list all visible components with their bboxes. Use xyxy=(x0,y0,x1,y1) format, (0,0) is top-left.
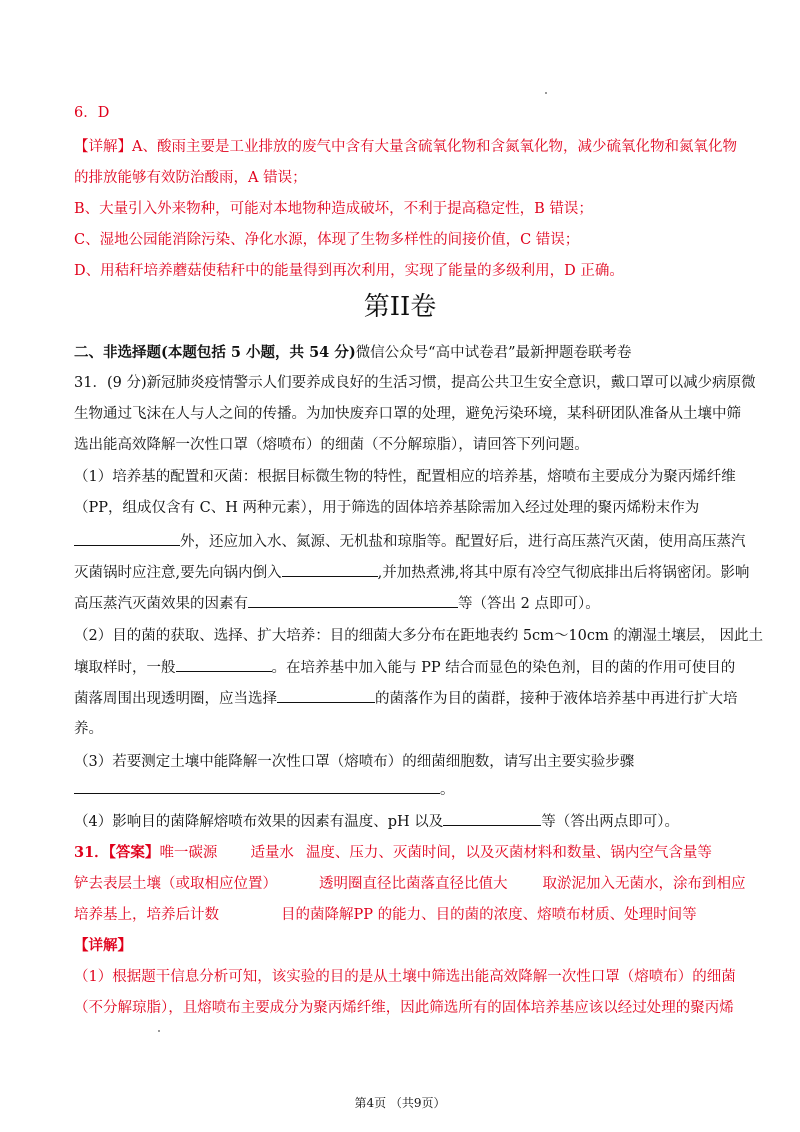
answer-31-detail-line-1: （1）根据题干信息分析可知，该实验的目的是从土壤中筛选出能高效降解一次性口罩（熔喷布）的细菌 xyxy=(74,969,736,985)
section-2-heading xyxy=(74,343,632,363)
q31-part2-line-1: （2）目的菌的获取、选择、扩大培养：目的细菌大多分布在距地表约 5cm～10cm 的潮湿土壤层， 因此土 xyxy=(74,628,763,644)
scan-dot xyxy=(158,1030,160,1032)
q31-part4-line xyxy=(74,811,679,832)
section-title: 第II卷 xyxy=(363,292,437,322)
q31-part1-line-4b: ,并加热煮沸,将其中原有冷空气彻底排出后将锅密闭。影响 xyxy=(377,565,750,581)
answer-31-detail-label: 【详解】 xyxy=(74,937,132,954)
answer-blank-4[interactable] xyxy=(176,657,272,672)
answer-31-label: 31．【答案】 xyxy=(74,844,160,861)
q31-part2-line-3b: 的菌落作为目的菌群，接种于液体培养基中再进行扩大培 xyxy=(375,691,738,707)
q31-part3-line-1: （3）若要测定土壤中能降解一次性口罩（熔喷布）的细菌细胞数，请写出主要实验步骤 xyxy=(74,754,635,770)
answer-6-detail-line-1: 【详解】A、酸雨主要是工业排放的废气中含有大量含硫氧化物和含氮氧化物，减少硫氧化物和氮氧化物 xyxy=(74,139,737,155)
q31-line-3: 选出能高效降解一次性口罩（熔喷布）的细菌（不分解琼脂），请回答下列问题。 xyxy=(74,437,589,453)
q31-part1-line-3-text: 外，还应加入水、氮源、无机盐和琼脂等。配置好后，进行高压蒸汽灭菌，使用高压蒸汽 xyxy=(180,534,746,550)
answer-blank-5[interactable] xyxy=(277,688,375,703)
q31-part2-line-3a: 菌落周围出现透明圈，应当选择 xyxy=(74,691,277,707)
q31-part1-line-4 xyxy=(74,562,749,583)
q31-part1-line-5b: 等（答出 2 点即可）。 xyxy=(458,596,600,612)
answer-31-item-7: 目的菌降解PP 的能力、目的菌的浓度、熔喷布材质、处理时间等 xyxy=(281,907,697,923)
section-2-heading-text: 二、非选择题(本题包括 5 小题，共 54 分) xyxy=(74,344,356,361)
q31-part1-line-5 xyxy=(74,593,600,614)
q31-part2-line-2b: 。在培养基中加入能与 PP 结合而显色的染色剂，目的菌的作用可使目的 xyxy=(271,660,736,676)
answer-31-line-2 xyxy=(74,874,746,894)
q31-line-1: 31．(9 分)新冠肺炎疫情警示人们要养成良好的生活习惯，提高公共卫生安全意识，戴口罩可以减少病原微 xyxy=(74,375,756,391)
answer-blank-7[interactable] xyxy=(443,811,541,826)
answer-blank-2[interactable] xyxy=(282,562,378,577)
answer-6-detail-c: C、湿地公园能消除污染、净化水源，体现了生物多样性的间接价值，C 错误； xyxy=(74,232,580,248)
answer-31-item-6b: 培养基上，培养后计数 xyxy=(74,907,219,923)
page-footer: 第4页 （共9页） xyxy=(354,1096,446,1110)
answer-31-item-4: 铲去表层土壤（或取相应位置） xyxy=(74,876,277,892)
section-2-heading-extra: 微信公众号“高中试卷君”最新押题卷联考卷 xyxy=(355,345,632,361)
answer-31-item-3: 温度、压力、灭菌时间，以及灭菌材料和数量、锅内空气含量等 xyxy=(305,845,712,861)
q31-part4a: （4）影响目的菌降解熔喷布效果的因素有温度、pH 以及 xyxy=(74,814,444,830)
answer-31-line-1 xyxy=(74,843,712,863)
q31-part1-line-1: （1）培养基的配置和灭菌：根据目标微生物的特性，配置相应的培养基，熔喷布主要成分为聚丙烯纤维 xyxy=(74,469,736,485)
answer-blank-3[interactable] xyxy=(248,593,458,608)
q31-line-2: 生物通过飞沫在人与人之间的传播。为加快废弃口罩的处理，避免污染环境，某科研团队准备从土壤中筛 xyxy=(74,406,741,422)
q31-part1-line-3 xyxy=(74,531,746,552)
answer-6-detail-d: D、用秸秆培养蘑菇使秸秆中的能量得到再次利用，实现了能量的多级利用，D 正确。 xyxy=(74,263,624,279)
answer-31-detail-line-2: （不分解琼脂），且熔喷布主要成分为聚丙烯纤维，因此筛选所有的固体培养基应该以经过处理的聚丙烯 xyxy=(74,1000,734,1016)
answer-6-detail-line-2: 的排放能够有效防治酸雨，A 错误； xyxy=(74,170,307,186)
scan-dot xyxy=(545,92,547,94)
q31-part2-line-2 xyxy=(74,657,735,678)
answer-6-detail-b: B、大量引入外来物种，可能对本地物种造成破坏，不利于提高稳定性，B 错误； xyxy=(74,201,593,217)
q31-part2-line-3 xyxy=(74,688,738,709)
answer-31-item-1: 唯一碳源 xyxy=(159,845,218,861)
answer-31-item-2: 适量水 xyxy=(250,845,294,861)
q31-part3-end: 。 xyxy=(440,782,455,798)
q31-part1-line-4a: 灭菌锅时应注意,要先向锅内倒入 xyxy=(74,565,282,581)
q31-part2-line-2a: 壤取样时，一般 xyxy=(74,660,176,676)
answer-31-item-6: 取淤泥加入无菌水，涂布到相应 xyxy=(542,876,746,892)
answer-blank-1[interactable] xyxy=(74,531,180,546)
answer-6-number: 6．D xyxy=(74,105,110,121)
q31-part2-line-4: 养。 xyxy=(74,721,103,737)
answer-31-item-5: 透明圈直径比菌落直径比值大 xyxy=(319,876,508,892)
q31-part4b: 等（答出两点即可）。 xyxy=(541,814,680,830)
q31-part1-line-5a: 高压蒸汽灭菌效果的因素有 xyxy=(74,596,248,612)
answer-31-line-3 xyxy=(74,905,697,925)
q31-part1-line-2: （PP，组成仅含有 C、H 两种元素），用于筛选的固体培养基除需加入经过处理的聚丙烯粉末作为 xyxy=(74,500,700,516)
q31-part3-line-2 xyxy=(74,779,455,800)
answer-blank-6[interactable] xyxy=(74,779,440,794)
